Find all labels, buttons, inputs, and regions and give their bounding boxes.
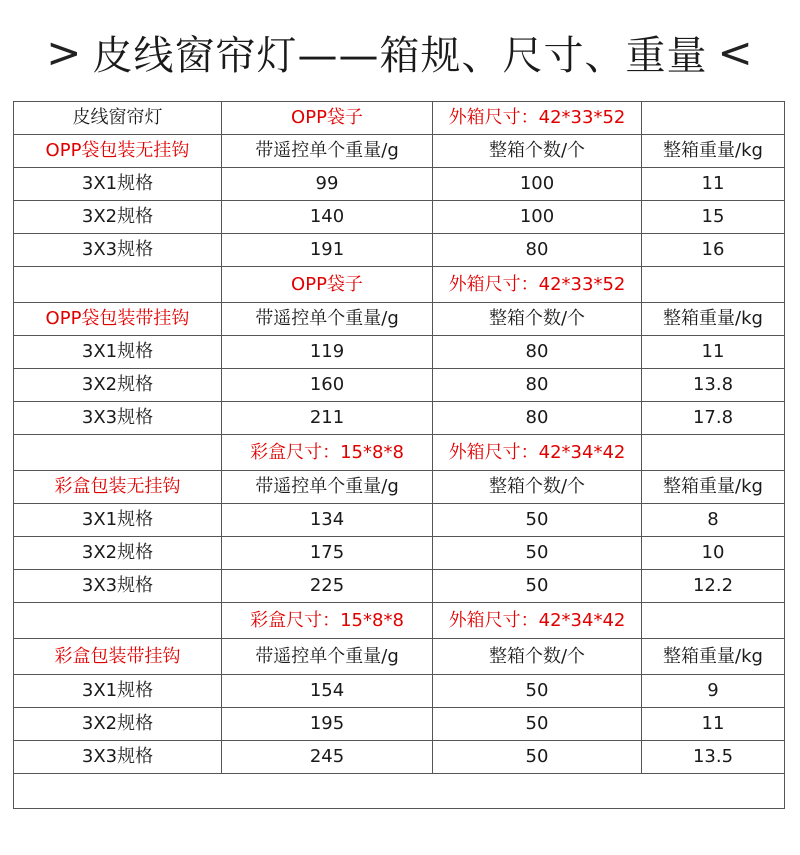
count-cell: 50: [433, 675, 642, 708]
weight-cell: 134: [222, 504, 433, 537]
section-header-row: [14, 639, 785, 675]
count-cell: 80: [433, 234, 642, 267]
column-header: 整箱重量/kg: [642, 471, 785, 504]
weight-cell: 119: [222, 336, 433, 369]
column-header: 整箱重量/kg: [642, 135, 785, 168]
page-heading: [0, 22, 800, 82]
outer-box-size-cell: 外箱尺寸：42*33*52: [433, 267, 642, 303]
empty-cell: [14, 435, 222, 471]
column-header: 整箱个数/个: [433, 471, 642, 504]
count-cell: 80: [433, 336, 642, 369]
package-row: [14, 603, 785, 639]
spec-cell: 3X1规格: [14, 504, 222, 537]
count-cell: 50: [433, 741, 642, 774]
count-cell: 80: [433, 369, 642, 402]
column-header: 整箱个数/个: [433, 303, 642, 336]
package-row: [14, 435, 785, 471]
empty-cell: [642, 435, 785, 471]
spec-cell: 3X3规格: [14, 234, 222, 267]
column-header: 整箱重量/kg: [642, 303, 785, 336]
table-row: [14, 234, 785, 267]
spec-cell: 3X2规格: [14, 369, 222, 402]
weight-cell: 154: [222, 675, 433, 708]
weight-cell: 175: [222, 537, 433, 570]
column-header: 整箱个数/个: [433, 639, 642, 675]
table-title-row: [14, 102, 785, 135]
color-box-size-cell: 彩盒尺寸：15*8*8: [222, 603, 433, 639]
box-weight-cell: 11: [642, 708, 785, 741]
box-weight-cell: 9: [642, 675, 785, 708]
empty-cell: [14, 603, 222, 639]
box-weight-cell: 13.5: [642, 741, 785, 774]
section-header-row: [14, 303, 785, 336]
table-row: [14, 504, 785, 537]
column-header: 整箱个数/个: [433, 135, 642, 168]
package-type-cell: OPP袋子: [222, 267, 433, 303]
box-weight-cell: 10: [642, 537, 785, 570]
box-weight-cell: 15: [642, 201, 785, 234]
box-weight-cell: 11: [642, 336, 785, 369]
box-weight-cell: 8: [642, 504, 785, 537]
box-weight-cell: 16: [642, 234, 785, 267]
table-row: [14, 201, 785, 234]
spec-cell: 3X1规格: [14, 168, 222, 201]
package-type-cell: OPP袋子: [222, 102, 433, 135]
product-name-cell: 皮线窗帘灯: [14, 102, 222, 135]
column-header: 带遥控单个重量/g: [222, 303, 433, 336]
outer-box-size-cell: 外箱尺寸：42*34*42: [433, 603, 642, 639]
box-weight-cell: 12.2: [642, 570, 785, 603]
box-weight-cell: 11: [642, 168, 785, 201]
section-name: 彩盒包装无挂钩: [14, 471, 222, 504]
chevron-left-icon: <: [717, 27, 754, 77]
count-cell: 100: [433, 168, 642, 201]
spec-cell: 3X2规格: [14, 537, 222, 570]
blank-footer-row: [14, 774, 785, 809]
weight-cell: 211: [222, 402, 433, 435]
spec-cell: 3X2规格: [14, 708, 222, 741]
count-cell: 80: [433, 402, 642, 435]
count-cell: 50: [433, 504, 642, 537]
weight-cell: 191: [222, 234, 433, 267]
weight-cell: 195: [222, 708, 433, 741]
outer-box-size-cell: 外箱尺寸：42*34*42: [433, 435, 642, 471]
weight-cell: 225: [222, 570, 433, 603]
spec-cell: 3X2规格: [14, 201, 222, 234]
color-box-size-cell: 彩盒尺寸：15*8*8: [222, 435, 433, 471]
weight-cell: 140: [222, 201, 433, 234]
box-weight-cell: 13.8: [642, 369, 785, 402]
spec-cell: 3X3规格: [14, 402, 222, 435]
table-row: [14, 570, 785, 603]
section-name: OPP袋包装带挂钩: [14, 303, 222, 336]
box-weight-cell: 17.8: [642, 402, 785, 435]
empty-cell: [14, 267, 222, 303]
count-cell: 50: [433, 570, 642, 603]
table-row: [14, 741, 785, 774]
page-title: 皮线窗帘灯——箱规、尺寸、重量: [92, 32, 708, 79]
table-row: [14, 675, 785, 708]
column-header: 带遥控单个重量/g: [222, 639, 433, 675]
table-row: [14, 402, 785, 435]
weight-cell: 99: [222, 168, 433, 201]
spec-cell: 3X1规格: [14, 336, 222, 369]
empty-cell: [642, 267, 785, 303]
table-row: [14, 336, 785, 369]
count-cell: 50: [433, 708, 642, 741]
empty-cell: [642, 102, 785, 135]
table-row: [14, 168, 785, 201]
package-row: [14, 267, 785, 303]
empty-cell: [14, 774, 785, 809]
column-header: 带遥控单个重量/g: [222, 471, 433, 504]
empty-cell: [642, 603, 785, 639]
weight-cell: 160: [222, 369, 433, 402]
column-header: 整箱重量/kg: [642, 639, 785, 675]
column-header: 带遥控单个重量/g: [222, 135, 433, 168]
spec-cell: 3X1规格: [14, 675, 222, 708]
spec-table: [13, 101, 785, 809]
section-header-row: [14, 471, 785, 504]
section-name: OPP袋包装无挂钩: [14, 135, 222, 168]
chevron-right-icon: >: [46, 27, 83, 77]
count-cell: 100: [433, 201, 642, 234]
table-row: [14, 537, 785, 570]
table-row: [14, 369, 785, 402]
table-row: [14, 708, 785, 741]
spec-cell: 3X3规格: [14, 570, 222, 603]
section-header-row: [14, 135, 785, 168]
spec-cell: 3X3规格: [14, 741, 222, 774]
outer-box-size-cell: 外箱尺寸：42*33*52: [433, 102, 642, 135]
section-name: 彩盒包装带挂钩: [14, 639, 222, 675]
count-cell: 50: [433, 537, 642, 570]
weight-cell: 245: [222, 741, 433, 774]
